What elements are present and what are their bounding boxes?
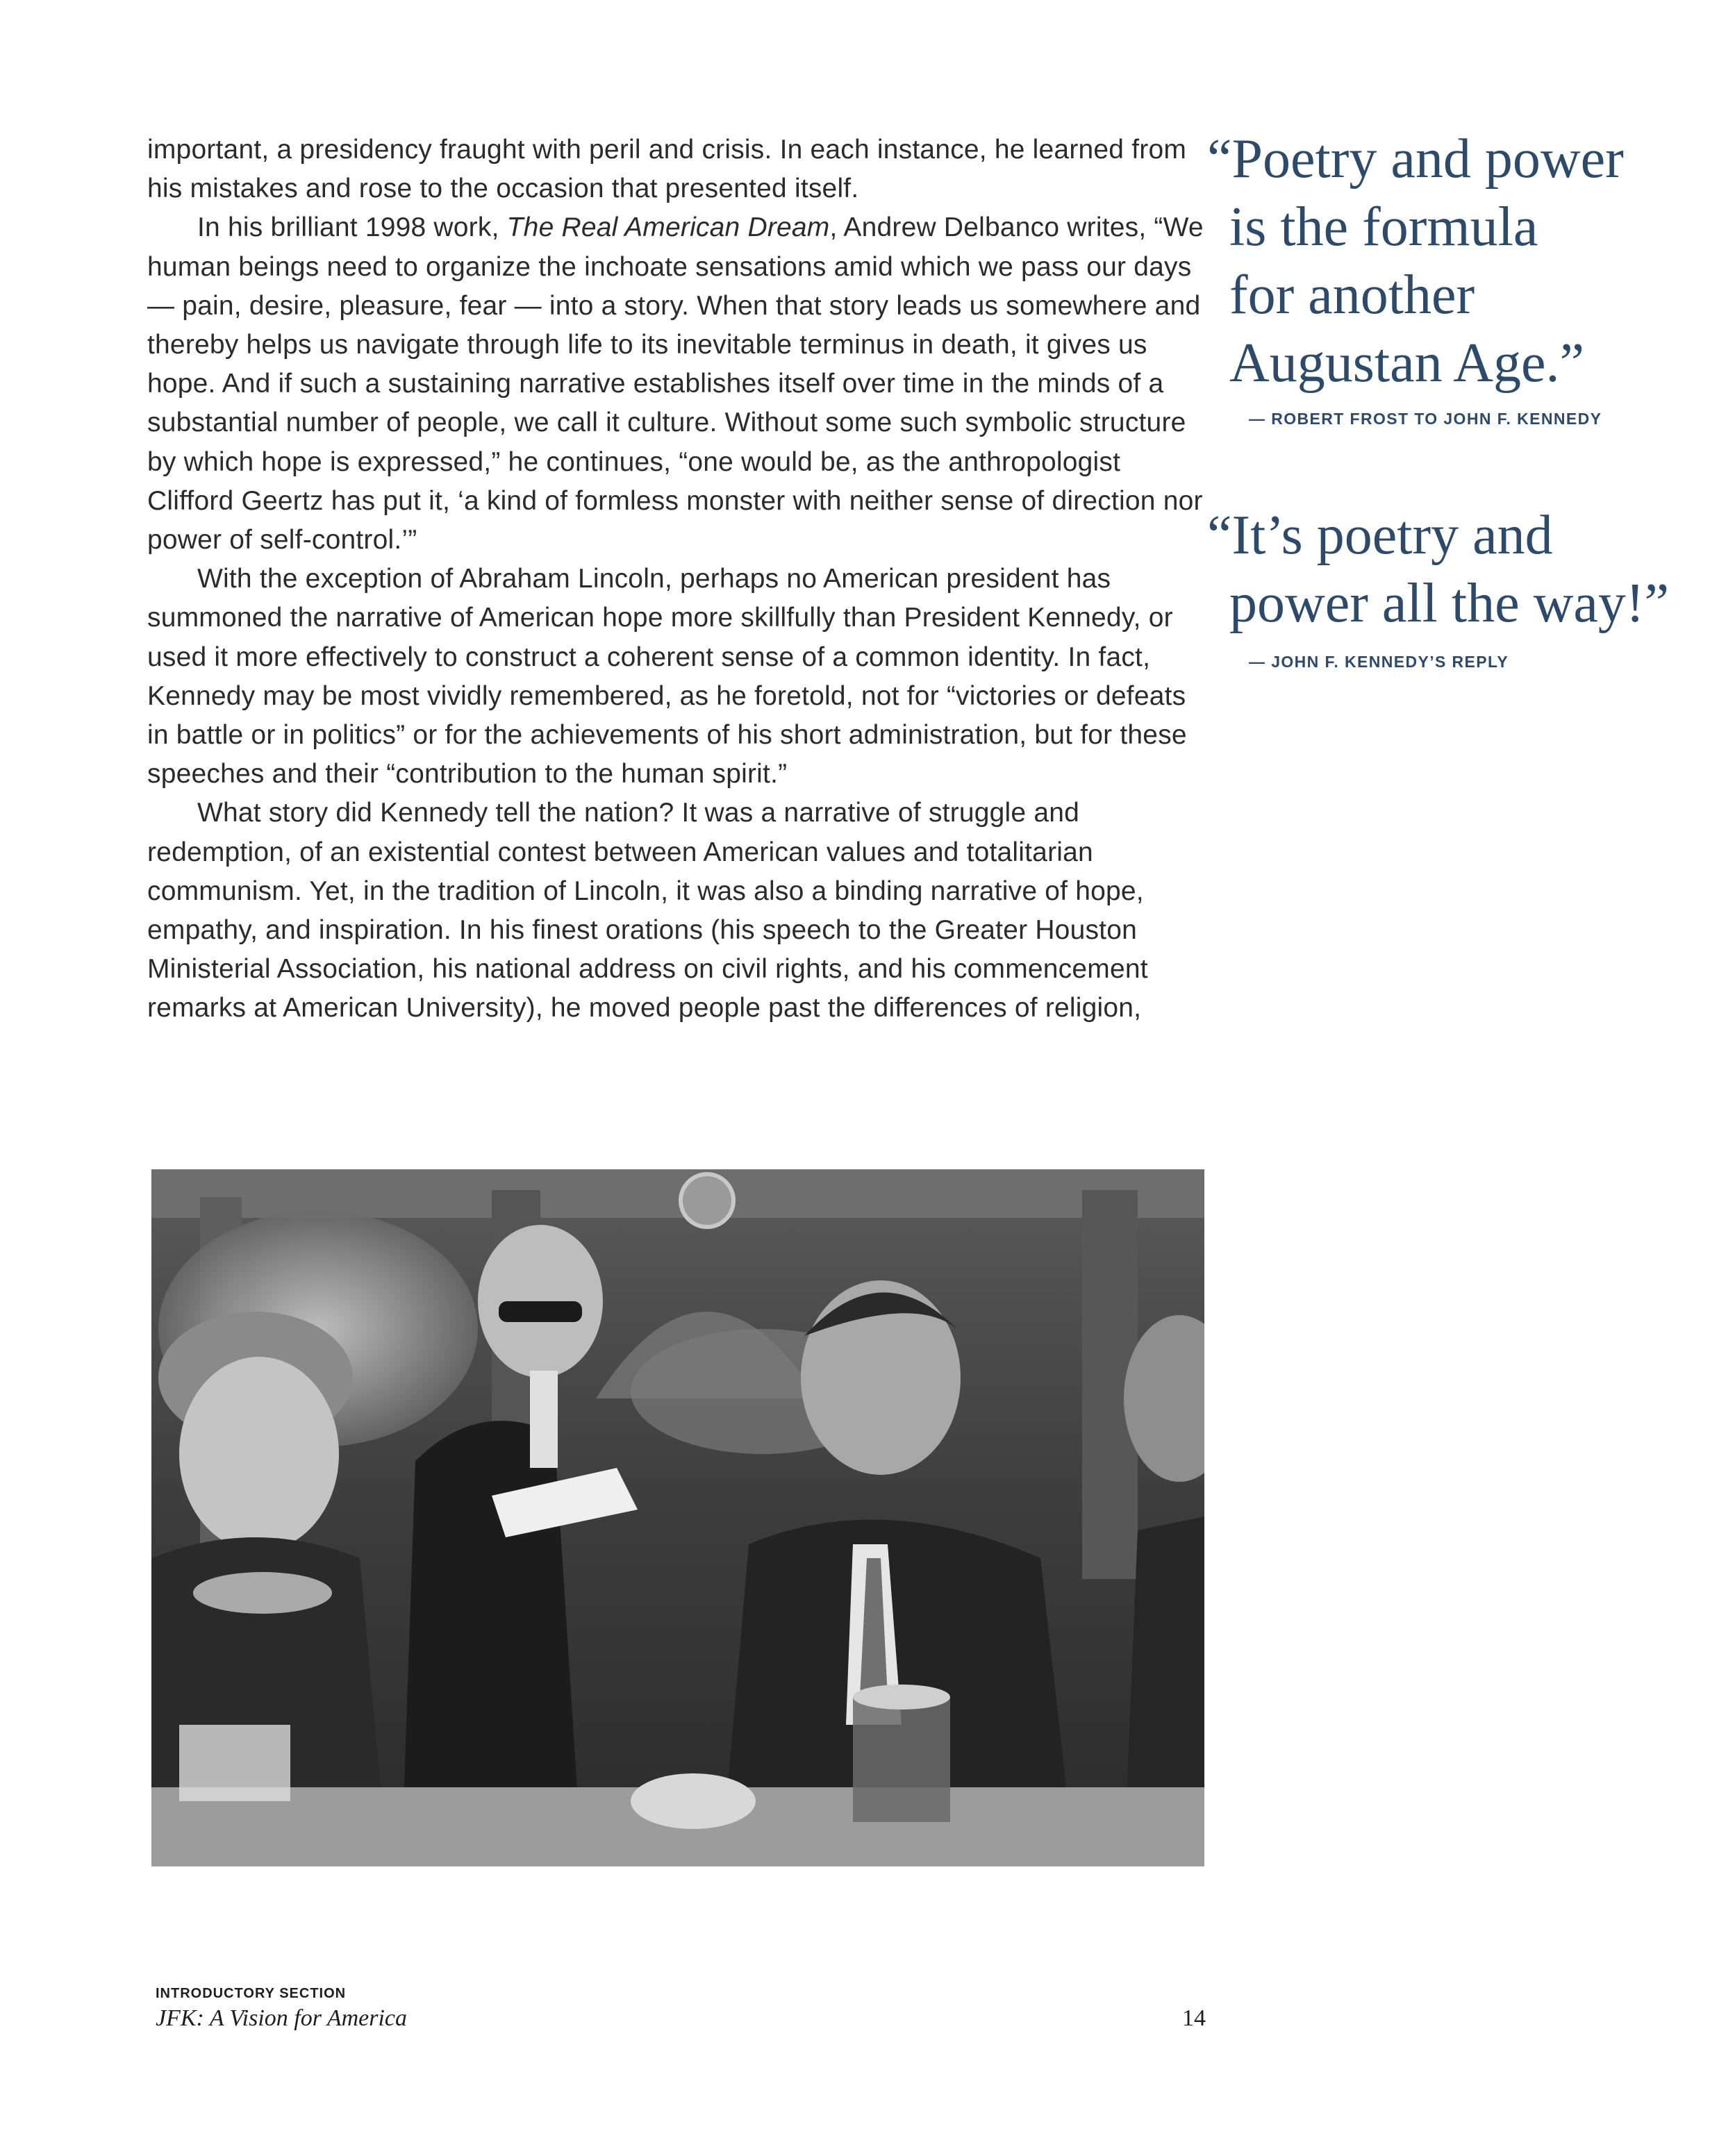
pull-quote-line: “It’s poetry and (1207, 505, 1553, 566)
pull-quote-line: “Poetry and power (1207, 128, 1624, 190)
page-number: 14 (1182, 2005, 1206, 2031)
paragraph-2-rest: , Andrew Delbanco writes, “We human beings need to organize the inchoate sensations amid which we pass our days — pain, desire, pleasure, fear — into a story. When that story leads us somewhere and thereby helps us navigate through life to its inevitable terminus in death, it gives us hope. And if such a sustaining narrative establishes itself over time in the minds of a substantial number of people, we call it culture. Without some such symbolic structure by which hope is expressed,” he continues, “one would be, as the anthropologist Clifford Geertz has put it, ‘a kind of formless monster with neither sense of direction nor power of self-control.’” (147, 212, 1204, 555)
paragraph-1: important, a presidency fraught with peril and crisis. In each instance, he learned from his mistakes and rose to the occasion that presented itself. (147, 135, 1187, 204)
pull-quote-attribution: — JOHN F. KENNEDY’S REPLY (1249, 653, 1509, 671)
paragraph-4: What story did Kennedy tell the nation? It was a narrative of struggle and redemption, of an existential contest between American values and totalitarian communism. Yet, in the tradition of Lincoln, it was also a binding narrative of hope, empathy, and inspiration. In his finest orations (his speech to the Greater Houston Ministerial Association, his national address on civil rights, and his commencement remarks at American University), he moved people past the differences of religion, (147, 798, 1148, 1023)
book-title: The Real American Dream (506, 212, 830, 243)
inauguration-luncheon-photo (151, 1169, 1204, 1866)
pull-quote-kennedy (1207, 501, 1681, 671)
paragraph-3: With the exception of Abraham Lincoln, perhaps no American president has summoned the narrative of American hope more skillfully than President Kennedy, or used it more effectively to construct a coherent sense of a common identity. In fact, Kennedy may be most vividly remembered, as he foretold, not for “victories or defeats in battle or in politics” or for the achievements of his short administration, but for these speeches and their “contribution to the human spirit.” (147, 564, 1187, 789)
pull-quote-attribution: — ROBERT FROST TO JOHN F. KENNEDY (1249, 410, 1602, 428)
paragraph-2 (147, 208, 1210, 560)
paragraph-2-intro: In his brilliant 1998 work, (197, 212, 507, 243)
pull-quote-frost (1207, 125, 1681, 428)
pull-quote-text (1207, 125, 1681, 397)
pull-quote-line: power all the way!” (1229, 573, 1670, 634)
body-text (147, 131, 1210, 1028)
pull-quote-line: Augustan Age.” (1229, 333, 1585, 394)
pull-quote-line: for another (1229, 265, 1475, 326)
pull-quote-text (1207, 501, 1681, 637)
photo-illustration (151, 1169, 1204, 1866)
footer-book-title: JFK: A Vision for America (156, 2005, 408, 2031)
footer-section-label: INTRODUCTORY SECTION (156, 1986, 347, 2001)
pull-quote-line: is the formula (1229, 197, 1538, 258)
